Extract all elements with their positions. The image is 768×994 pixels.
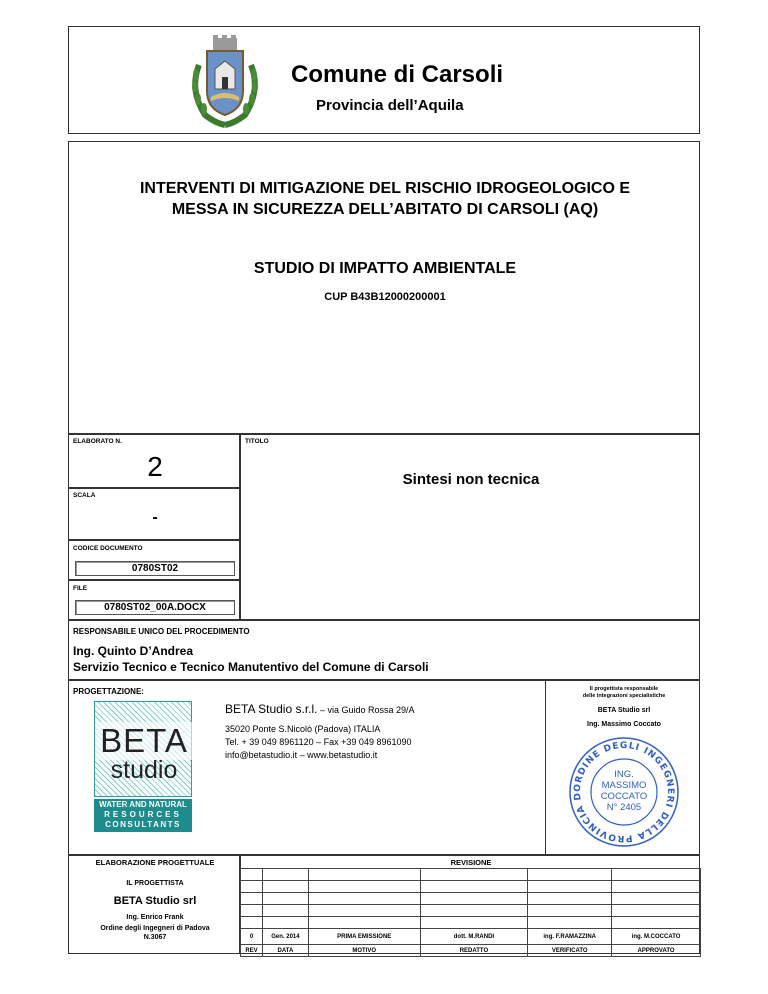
company-street: – via Guido Rossa 29/A — [317, 705, 415, 715]
logo-band-line1: WATER AND NATURAL — [99, 800, 187, 809]
project-title — [69, 178, 701, 220]
logo-band — [94, 799, 192, 832]
titolo-box — [240, 434, 700, 620]
rup-name: Ing. Quinto D’Andrea — [73, 644, 193, 658]
municipality-name: Comune di Carsoli — [291, 61, 504, 88]
elaborato-box — [68, 434, 240, 488]
date-cell: Gen. 2014 — [262, 929, 308, 945]
drafted-cell: dott. M.RANDI — [420, 929, 528, 945]
table-row — [241, 917, 701, 929]
rev-cell: 0 — [241, 929, 263, 945]
revisione-label: REVISIONE — [450, 858, 492, 867]
file-label: FILE — [73, 585, 88, 592]
province-name: Provincia dell’Aquila — [316, 97, 464, 114]
responsabile-engineer: Ing. Massimo Coccato — [587, 721, 661, 728]
logo-text-studio: studio — [110, 756, 178, 784]
company-name: BETA Studio s.r.l. — [225, 702, 318, 716]
file-box — [68, 580, 240, 620]
stamp-line3: COCCATO — [600, 791, 648, 802]
revision-row-0 — [241, 929, 701, 945]
codice-box — [68, 540, 240, 580]
stamp-line4: N° 2405 — [606, 802, 642, 813]
logo-band-line2: RESOURCES — [104, 810, 182, 819]
elaborazione-order-line2: N.3067 — [143, 934, 167, 941]
rup-office: Servizio Tecnico e Tecnico Manutentivo del Comune di Carsoli — [73, 660, 429, 674]
responsabile-caption-line1: Il progettista responsabile — [589, 686, 659, 692]
coat-of-arms — [185, 35, 265, 129]
reason-cell: PRIMA EMISSIONE — [308, 929, 420, 945]
progettazione-label: PROGETTAZIONE: — [73, 687, 144, 696]
company-web: info@betastudio.it – www.betastudio.it — [225, 750, 378, 760]
table-row — [241, 893, 701, 905]
beta-studio-logo — [94, 701, 192, 832]
elaborazione-firm: BETA Studio srl — [113, 895, 197, 907]
verified-cell: ing. F.RAMAZZINA — [528, 929, 612, 945]
responsabile-caption — [546, 686, 702, 700]
scala-box — [68, 488, 240, 540]
responsabile-firm: BETA Studio srl — [597, 707, 651, 714]
cup-code: CUP B43B12000200001 — [324, 291, 446, 303]
table-row — [241, 905, 701, 917]
approved-cell: ing. M.COCCATO — [612, 929, 701, 945]
elaborazione-engineer: Ing. Enrico Frank — [126, 914, 184, 921]
header-date: DATA — [262, 945, 308, 957]
elaborazione-box — [68, 855, 240, 954]
company-address-block — [225, 701, 525, 762]
engineer-stamp — [568, 736, 680, 848]
stamp-inner — [568, 769, 680, 813]
responsabile-caption-line2: delle integrazioni specialistiche — [582, 693, 666, 699]
file-value: 0780ST02_00A.DOCX — [75, 600, 235, 615]
elaborato-number: 2 — [147, 451, 163, 482]
elaborazione-order — [69, 924, 241, 942]
table-row — [241, 881, 701, 893]
revisione-box — [240, 855, 700, 954]
document-title: Sintesi non tecnica — [402, 471, 540, 488]
stamp-line1: ING. — [614, 769, 634, 780]
scala-label: SCALA — [73, 492, 96, 499]
il-progettista-label: IL PROGETTISTA — [126, 880, 184, 887]
header-rev: REV — [241, 945, 263, 957]
titolo-label: TITOLO — [245, 438, 269, 445]
logo-band-line3: CONSULTANTS — [105, 820, 181, 829]
codice-label: CODICE DOCUMENTO — [73, 545, 143, 552]
elaborazione-label: ELABORAZIONE PROGETTUALE — [95, 858, 215, 867]
revision-header-row — [241, 945, 701, 957]
revision-table — [240, 868, 701, 957]
logo-text-beta: BETA — [95, 722, 193, 760]
header-verified: VERIFICATO — [528, 945, 612, 957]
header-drafted: REDATTO — [420, 945, 528, 957]
logo-pattern — [94, 701, 192, 797]
scala-value: - — [152, 509, 158, 526]
codice-value: 0780ST02 — [75, 561, 235, 576]
table-row — [241, 869, 701, 881]
header-box — [68, 26, 700, 134]
responsabile-column — [545, 681, 701, 856]
header-reason: MOTIVO — [308, 945, 420, 957]
header-approved: APPROVATO — [612, 945, 701, 957]
rup-box — [68, 620, 700, 680]
stamp-ring-text: ORDINE DEGLI INGEGNERI DELLA PROVINCIA D — [572, 740, 676, 844]
elaborato-label: ELABORATO N. — [73, 438, 122, 445]
company-phone: Tel. + 39 049 8961120 – Fax +39 049 8961090 — [225, 737, 412, 747]
elaborazione-order-line1: Ordine degli Ingegneri di Padova — [100, 925, 210, 932]
study-title: STUDIO DI IMPATTO AMBIENTALE — [253, 260, 517, 277]
stamp-line2: MASSIMO — [601, 780, 647, 791]
title-box — [68, 141, 700, 434]
progettazione-box — [68, 680, 700, 855]
company-city: 35020 Ponte S.Nicolò (Padova) ITALIA — [225, 724, 381, 734]
project-title-line1: INTERVENTI DI MITIGAZIONE DEL RISCHIO IDROGEOLOGICO E — [139, 180, 631, 197]
rup-label: RESPONSABILE UNICO DEL PROCEDIMENTO — [73, 627, 250, 636]
project-title-line2: MESSA IN SICUREZZA DELL’ABITATO DI CARSOLI (AQ) — [171, 201, 599, 218]
